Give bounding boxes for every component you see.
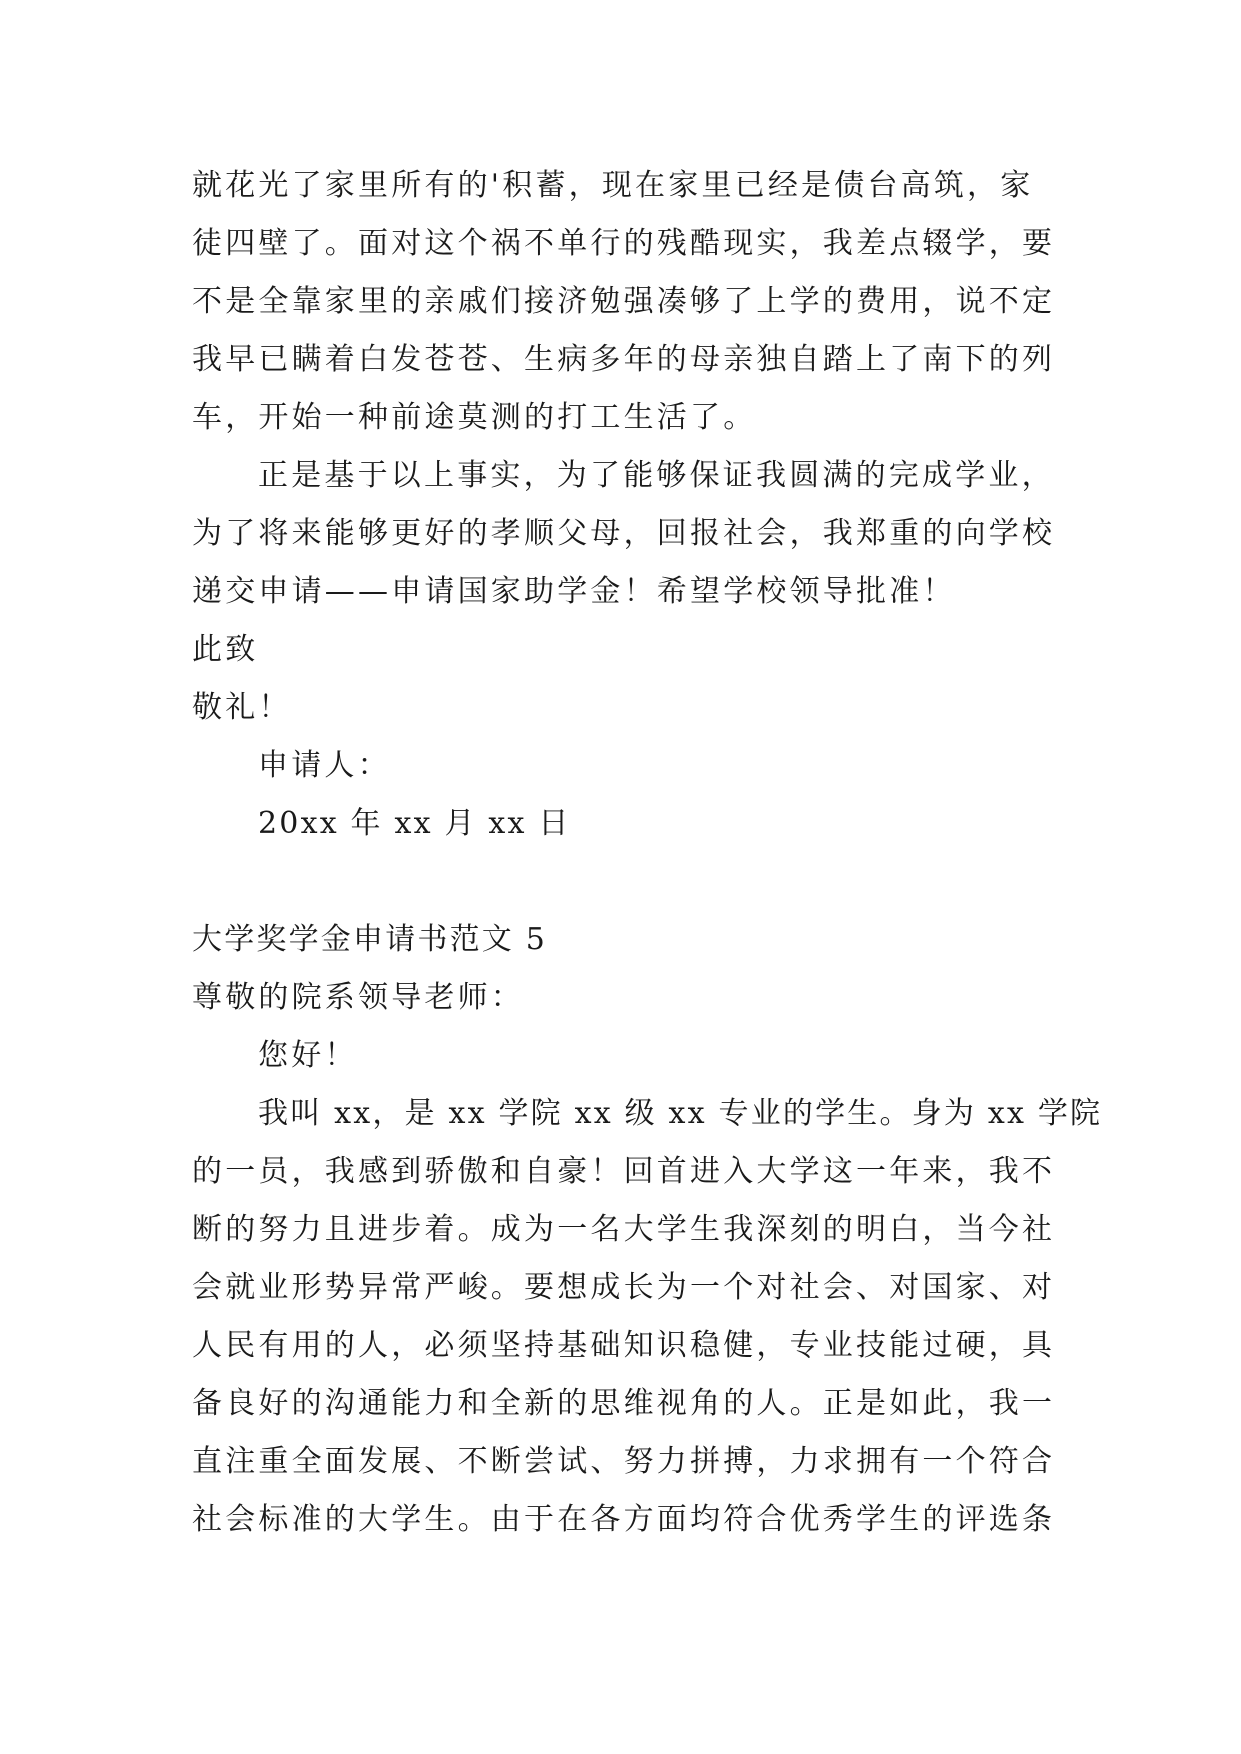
- paragraph-line: 备良好的沟通能力和全新的思维视角的人。正是如此，我一: [192, 1386, 1056, 1421]
- section-title: 大学奖学金申请书范文 5: [192, 922, 548, 957]
- closing-salutation: 此致: [192, 632, 259, 667]
- paragraph-line: 不是全靠家里的亲戚们接济勉强凑够了上学的费用，说不定: [192, 284, 1056, 319]
- paragraph-line: 社会标准的大学生。由于在各方面均符合优秀学生的评选条: [192, 1502, 1056, 1537]
- greeting: 您好！: [258, 1038, 358, 1073]
- paragraph-line: 我叫 xx，是 xx 学院 xx 级 xx 专业的学生。身为 xx 学院: [258, 1096, 1103, 1131]
- closing-regards: 敬礼！: [192, 690, 292, 725]
- paragraph-line: 的一员，我感到骄傲和自豪！回首进入大学这一年来，我不: [192, 1154, 1056, 1189]
- paragraph-line: 会就业形势异常严峻。要想成长为一个对社会、对国家、对: [192, 1270, 1056, 1305]
- paragraph-line: 徒四壁了。面对这个祸不单行的残酷现实，我差点辍学，要: [192, 226, 1056, 261]
- paragraph-line: 我早已瞒着白发苍苍、生病多年的母亲独自踏上了南下的列: [192, 342, 1056, 377]
- paragraph-line: 为了将来能够更好的孝顺父母，回报社会，我郑重的向学校: [192, 516, 1056, 551]
- date-line: 20xx 年 xx 月 xx 日: [258, 806, 571, 841]
- salutation: 尊敬的院系领导老师：: [192, 980, 524, 1015]
- paragraph-line: 直注重全面发展、不断尝试、努力拼搏，力求拥有一个符合: [192, 1444, 1056, 1479]
- paragraph-line: 递交申请——申请国家助学金！希望学校领导批准！: [192, 574, 956, 609]
- paragraph-line: 就花光了家里所有的'积蓄，现在家里已经是债台高筑，家: [192, 168, 1034, 203]
- paragraph-line: 人民有用的人，必须坚持基础知识稳健，专业技能过硬，具: [192, 1328, 1056, 1363]
- paragraph-line: 车，开始一种前途莫测的打工生活了。: [192, 400, 757, 435]
- paragraph-line: 正是基于以上事实，为了能够保证我圆满的完成学业，: [258, 458, 1055, 493]
- paragraph-line: 断的努力且进步着。成为一名大学生我深刻的明白，当今社: [192, 1212, 1056, 1247]
- applicant-label: 申请人：: [258, 748, 391, 783]
